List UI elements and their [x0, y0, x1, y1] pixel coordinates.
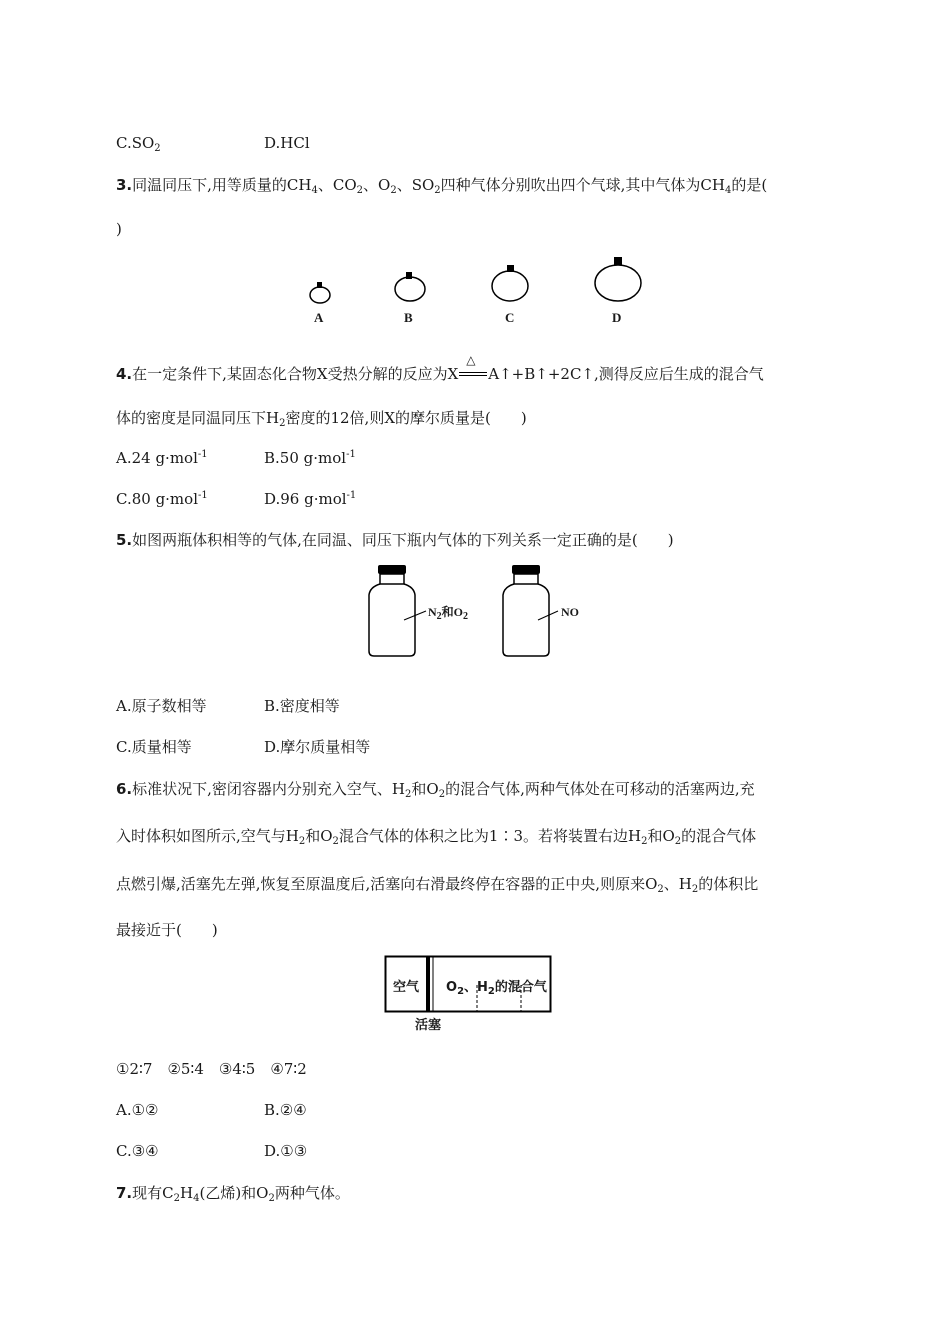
q4-options-row1 — [116, 448, 356, 468]
q6-option-b: B.②④ — [264, 1101, 307, 1119]
q3-text-end: ) — [116, 220, 122, 238]
q4-number: 4. — [116, 365, 133, 383]
balloon-label-b: B — [404, 310, 413, 325]
balloon-a — [310, 282, 330, 303]
q5-text: 5.如图两瓶体积相等的气体,在同温、同压下瓶内气体的下列关系一定正确的是( ) — [116, 531, 674, 549]
balloon-d — [595, 257, 641, 301]
balloon-b — [395, 272, 425, 301]
q5-options-row1 — [116, 696, 340, 716]
q2-option-c: $C.SO_2$ — [116, 134, 161, 154]
fig-air-label: 空气 — [393, 980, 420, 995]
q5-option-d: D.摩尔质量相等 — [264, 738, 371, 756]
q3-number: 3. — [116, 176, 133, 194]
q6-option-d: D.①③ — [264, 1142, 308, 1160]
q3-balloons-figure — [290, 255, 660, 330]
q4-option-d: D.96 g·mol$^{-1}$ — [264, 490, 357, 508]
q5-number: 5. — [116, 531, 133, 549]
q6-choices: ①2∶7 ②5∶4 ③4∶5 ④7∶2 — [116, 1060, 307, 1078]
q6-text-line2: 入时体积如图所示,空气与$H_2$和$O_2$混合气体的体积之比为1∶3。若将装置右边$H_2$和$O_2$的混合气体 — [116, 827, 757, 847]
q7-number: 7. — [116, 1184, 133, 1202]
q2-option-d: D.HCl — [264, 134, 310, 152]
q6-text-line3: 点燃引爆,活塞先左弹,恢复至原温度后,活塞向右滑最终停在容器的正中央,则原来$O_2$、$H_2$的体积比 — [116, 875, 759, 895]
q6-option-a: A.①② — [116, 1101, 159, 1119]
q4-text-line2: 体的密度是同温同压下$H_2$密度的12倍,则X的摩尔质量是( ) — [116, 409, 527, 429]
q4-option-c: C.80 g·mol$^{-1}$ — [116, 490, 208, 508]
q4-text-line1: 4.在一定条件下,某固态化合物X受热分解的反应为X △ A↑+B↑+2C↑,测得反应后生成的混合气 — [116, 364, 764, 384]
fig-mixture-label: $O_2$、$H_2$的混合气 — [446, 980, 547, 997]
q6-text-line1: 6.标准状况下,密闭容器内分别充入空气、$H_2$和$O_2$的混合气体,两种气体处在可移动的活塞两边,充 — [116, 780, 755, 800]
q6-options-row2 — [116, 1141, 308, 1161]
q4-options-row2 — [116, 489, 357, 509]
balloon-label-c: C — [505, 310, 515, 325]
q2-options-row — [116, 133, 310, 154]
reaction-arrow-heat — [458, 353, 488, 384]
q6-text-line4: 最接近于( ) — [116, 921, 218, 939]
q6-number: 6. — [116, 780, 133, 798]
q4-option-b: B.50 g·mol$^{-1}$ — [264, 449, 356, 467]
bottle-2-label: NO — [561, 605, 579, 619]
balloon-c — [492, 265, 528, 301]
q3-text: 3.同温同压下,用等质量的$CH_4$、$CO_2$、$O_2$、$SO_2$四种气体分别吹出四个气球,其中气体为$CH_4$的是( — [116, 176, 768, 196]
q6-options-row1 — [116, 1100, 307, 1120]
q6-option-c: C.③④ — [116, 1142, 159, 1160]
q5-options-row2 — [116, 737, 371, 757]
piston — [426, 957, 430, 1012]
q5-option-b: B.密度相等 — [264, 697, 340, 715]
bottle-1-label: $N_2$和$O_2$ — [428, 605, 469, 622]
bottle-2 — [503, 565, 558, 656]
q5-option-a: A.原子数相等 — [116, 697, 207, 715]
q7-text: 7.现有$C_2H_4$(乙烯)和$O_2$两种气体。 — [116, 1184, 350, 1204]
q4-option-a: A.24 g·mol$^{-1}$ — [116, 449, 208, 467]
bottle-1 — [369, 565, 426, 656]
balloon-label-a: A — [314, 310, 324, 325]
balloon-label-d: D — [612, 310, 622, 325]
fig-piston-label: 活塞 — [415, 1018, 442, 1033]
q5-option-c: C.质量相等 — [116, 738, 192, 756]
heat-icon: △ — [466, 353, 476, 367]
